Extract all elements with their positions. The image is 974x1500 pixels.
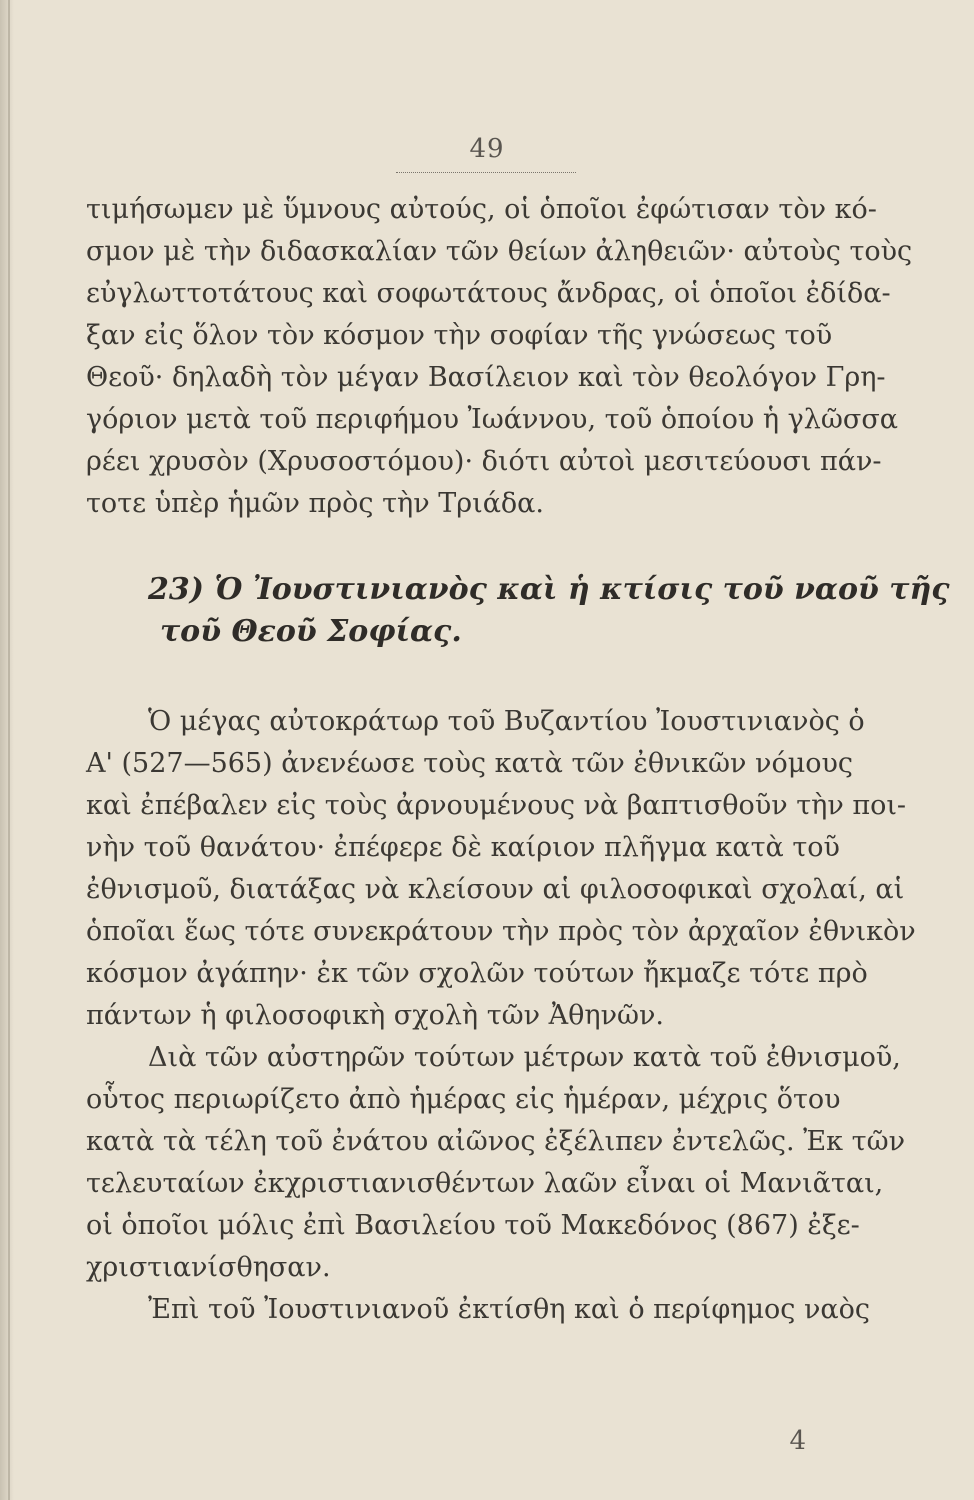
text-line: Θεοῦ· δηλαδὴ τὸν μέγαν Βασίλειον καὶ τὸν θεολόγον Γρη- [86, 362, 886, 393]
text-line: ρέει χρυσὸν (Χρυσοστόμου)· διότι αὐτοὶ μεσιτεύουσι πάν- [86, 446, 882, 477]
text-line: ὁποῖαι ἕως τότε συνεκράτουν τὴν πρὸς τὸν ἀρχαῖον ἐθνικὸν [86, 916, 916, 947]
text-line: οἱ ὁποῖοι μόλις ἐπὶ Βασιλείου τοῦ Μακεδόνος (867) ἐξε- [86, 1210, 860, 1241]
text-line: οὗτος περιωρίζετο ἀπὸ ἡμέρας εἰς ἡμέραν, μέχρις ὅτου [86, 1084, 841, 1115]
text-line: Διὰ τῶν αὐστηρῶν τούτων μέτρων κατὰ τοῦ ἐθνισμοῦ, [148, 1042, 901, 1073]
page-number: 49 [469, 134, 505, 164]
text-line: ἐθνισμοῦ, διατάξας νὰ κλείσουν αἱ φιλοσοφικαὶ σχολαί, αἱ [86, 874, 905, 905]
text-line: κόσμον ἀγάπην· ἐκ τῶν σχολῶν τούτων ἤκμαζε τότε πρὸ [86, 958, 868, 989]
text-line: γόριον μετὰ τοῦ περιφήμου Ἰωάννου, τοῦ ὁποίου ἡ γλῶσσα [86, 404, 899, 435]
text-line: καὶ ἐπέβαλεν εἰς τοὺς ἀρνουμένους νὰ βαπτισθοῦν τὴν ποι- [86, 790, 907, 821]
text-line: Ὁ μέγας αὐτοκράτωρ τοῦ Βυζαντίου Ἰουστινιανὸς ὁ [148, 706, 865, 737]
text-line: ξαν εἰς ὅλον τὸν κόσμον τὴν σοφίαν τῆς γνώσεως τοῦ [86, 320, 833, 351]
header-rule [396, 172, 576, 173]
text-line: πάντων ἡ φιλοσοφικὴ σχολὴ τῶν Ἀθηνῶν. [86, 1000, 664, 1031]
text-line: τελευταίων ἐκχριστιανισθέντων λαῶν εἶναι οἱ Μανιᾶται, [86, 1168, 884, 1199]
text-line: νὴν τοῦ θανάτου· ἐπέφερε δὲ καίριον πλῆγμα κατὰ τοῦ [86, 832, 840, 863]
text-line: τοτε ὑπὲρ ἡμῶν πρὸς τὴν Τριάδα. [86, 488, 544, 519]
page-binding-edge [8, 0, 10, 1500]
section-heading: 23) Ὁ Ἰουστινιανὸς καὶ ἡ κτίσις τοῦ ναοῦ τῆς [148, 572, 950, 607]
text-line: σμον μὲ τὴν διδασκαλίαν τῶν θείων ἀληθειῶν· αὐτοὺς τοὺς [86, 236, 913, 267]
text-line: κατὰ τὰ τέλη τοῦ ἐνάτου αἰῶνος ἐξέλιπεν ἐντελῶς. Ἐκ τῶν [86, 1126, 906, 1157]
text-line: Α' (527—565) ἀνενέωσε τοὺς κατὰ τῶν ἐθνικῶν νόμους [86, 748, 854, 779]
section-heading-continued: τοῦ Θεοῦ Σοφίας. [160, 614, 462, 649]
text-line: Ἐπὶ τοῦ Ἰουστινιανοῦ ἐκτίσθη καὶ ὁ περίφημος ναὸς [148, 1294, 870, 1325]
text-line: χριστιανίσθησαν. [86, 1252, 331, 1283]
page-edge-shadow [0, 0, 14, 1500]
text-line: εὐγλωττοτάτους καὶ σοφωτάτους ἄνδρας, οἱ ὁποῖοι ἐδίδα- [86, 278, 891, 309]
text-line: τιμήσωμεν μὲ ὕμνους αὐτούς, οἱ ὁποῖοι ἐφώτισαν τὸν κό- [86, 194, 877, 225]
signature-mark: 4 [789, 1426, 806, 1456]
